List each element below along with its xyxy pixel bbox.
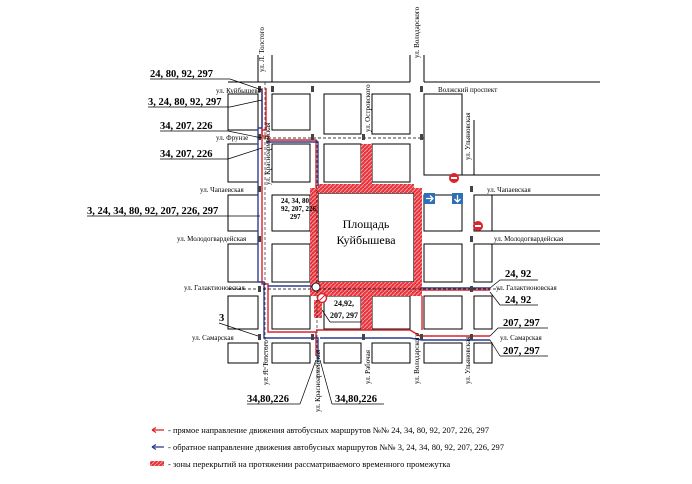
street-tolstogo: ул. Л. Толстого bbox=[258, 27, 266, 72]
route-label: 34, 207, 226 bbox=[160, 121, 213, 132]
legend bbox=[150, 425, 504, 469]
street-rabochaya: ул. Рабочая bbox=[364, 350, 372, 384]
route-label: 207, 297 bbox=[503, 318, 540, 329]
legend-forward bbox=[152, 425, 489, 435]
route-label: 3 bbox=[219, 313, 225, 324]
street-krasnoarmeyskaya-top: ул. Красноармейская bbox=[264, 122, 272, 185]
street-frunze: ул. Фрунзе bbox=[216, 134, 249, 142]
street-volodarskogo: ул. Володарского bbox=[413, 6, 421, 58]
route-label: 207, 297 bbox=[503, 346, 540, 357]
no-entry-sign-icon bbox=[449, 173, 459, 183]
square-name-line1: Площадь bbox=[342, 217, 390, 231]
route-label-small: 297 bbox=[290, 213, 301, 221]
route-label-small: 92, 207, 226, bbox=[281, 205, 318, 213]
legend-reverse-text: - обратное направление движения автобусных маршрутов №№ 3, 24, 34, 80, 92, 207, 226, 297 bbox=[168, 442, 505, 452]
street-samarskaya-right: ул. Самарская bbox=[500, 334, 542, 342]
no-entry-sign-icon bbox=[473, 221, 483, 231]
direction-sign-icon bbox=[452, 193, 463, 204]
street-molodogvardeyskaya-left: ул. Молодогвардейская bbox=[177, 235, 247, 243]
direction-sign-icon bbox=[424, 193, 435, 204]
route-label: 24, 92 bbox=[505, 269, 532, 280]
street-ulyanovskaya-top: ул. Ульяновская bbox=[464, 112, 472, 160]
route-label-small: 24, 34, 80, bbox=[281, 197, 311, 205]
route-label-small: 24,92, bbox=[334, 299, 354, 308]
street-ostrovskogo: ул. Островского bbox=[364, 84, 372, 132]
street-samarskaya-left: ул. Самарская bbox=[192, 334, 234, 342]
route-label: 34, 207, 226 bbox=[160, 149, 213, 160]
street-chapaevskaya-left: ул. Чапаевская bbox=[200, 186, 244, 194]
street-volzhsky: Волжский проспект bbox=[438, 86, 498, 94]
street-tolstogo-bottom: ул. Л. Толстого bbox=[262, 340, 270, 385]
legend-closure-text: - зоны перекрытий на протяжении рассматриваемого временного промежутка bbox=[168, 459, 451, 469]
legend-reverse bbox=[152, 442, 504, 452]
route-label: 24, 92 bbox=[505, 295, 532, 306]
street-ulyanovskaya-bottom: ул. Ульяновская bbox=[464, 336, 472, 384]
street-volodarskogo-bottom: ул. Володарского bbox=[413, 332, 421, 384]
route-label: 34,80,226 bbox=[335, 394, 377, 405]
street-galaktionovskaya-right: ул. Галактионовская bbox=[496, 284, 557, 292]
route-label: 34,80,226 bbox=[247, 394, 289, 405]
route-label: 3, 24, 80, 92, 297 bbox=[148, 97, 222, 108]
roundabout-icon bbox=[312, 283, 320, 291]
street-kuybysheva: ул. Куйбышева bbox=[216, 87, 261, 95]
legend-forward-text: - прямое направление движения автобусных маршрутов №№ 24, 34, 80, 92, 207, 226, 297 bbox=[168, 425, 489, 435]
legend-closure bbox=[150, 459, 450, 469]
no-turn-sign-icon bbox=[318, 294, 327, 303]
route-label-small: 207, 297 bbox=[330, 311, 358, 320]
street-molodogvardeyskaya-right: ул. Молодогвардейская bbox=[494, 235, 564, 243]
route-label: 3, 24, 34, 80, 92, 207, 226, 297 bbox=[87, 206, 219, 217]
street-chapaevskaya-right: ул. Чапаевская bbox=[487, 186, 531, 194]
route-label: 24, 80, 92, 297 bbox=[150, 69, 213, 80]
street-krasnoarmeyskaya-bottom: ул. Красноармейская bbox=[314, 349, 322, 412]
street-galaktionovskaya-left: ул. Галактионовская bbox=[184, 284, 245, 292]
square-name-line2: Куйбышева bbox=[336, 233, 396, 247]
